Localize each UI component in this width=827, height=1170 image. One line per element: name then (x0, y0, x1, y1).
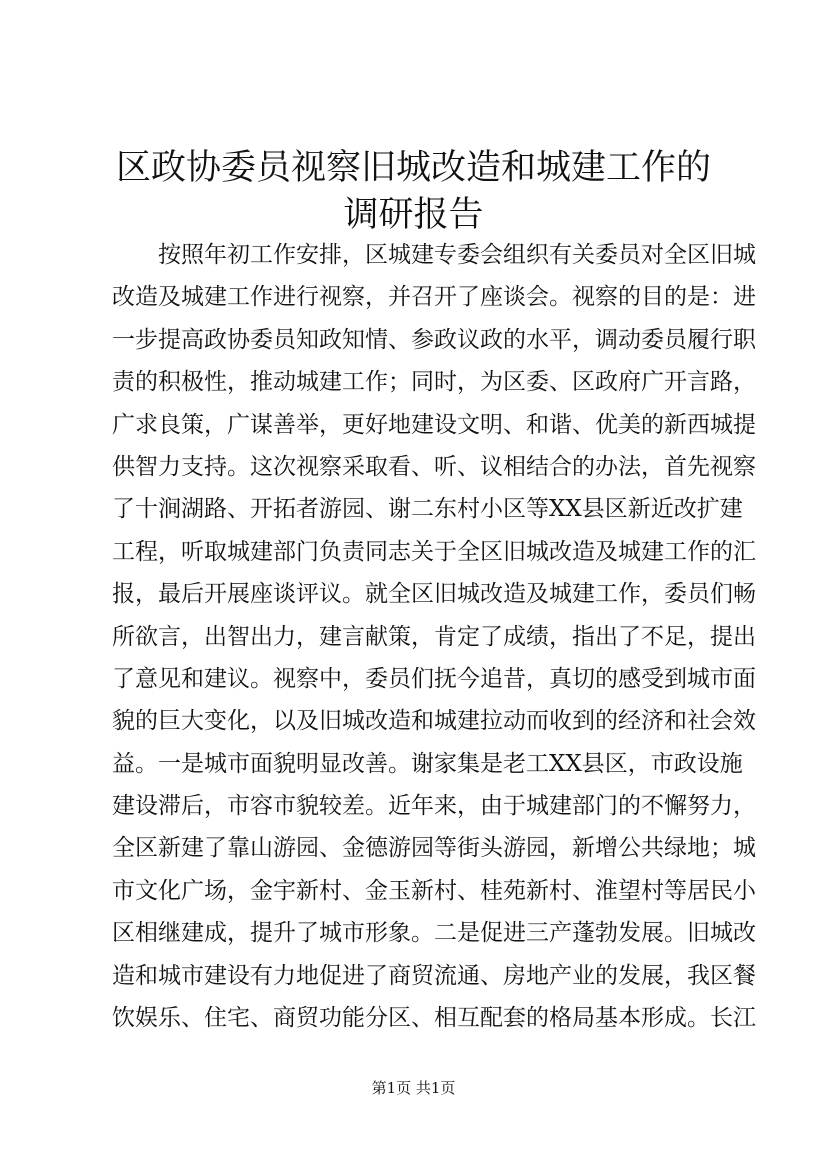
document-title: 区政协委员视察旧城改造和城建工作的调研报告 (115, 148, 711, 235)
body-line: 区相继建成，提升了城市形象。二是促进三产蓬勃发展。旧城改 (112, 920, 756, 947)
body-line: 饮娱乐、住宅、商贸功能分区、相互配套的格局基本形成。长江 (112, 1005, 756, 1032)
body-line: 貌的巨大变化，以及旧城改造和城建拉动而收到的经济和社会效 (112, 708, 756, 735)
body-line: 所欲言，出智出力，建言献策，肯定了成绩，指出了不足，提出 (112, 623, 756, 650)
body-line: 供智力支持。这次视察采取看、听、议相结合的办法，首先视察 (112, 453, 756, 480)
body-line: 了意见和建议。视察中，委员们抚今追昔，真切的感受到城市面 (112, 665, 756, 692)
document-body (112, 234, 756, 1039)
body-line: 了十涧湖路、开拓者游园、谢二东村小区等XX县区新近改扩建 (112, 496, 743, 523)
body-line: 全区新建了靠山游园、金德游园等街头游园，新增公共绿地；城 (112, 835, 756, 862)
body-line: 益。一是城市面貌明显改善。谢家集是老工XX县区，市政设施 (112, 750, 743, 777)
body-line: 改造及城建工作进行视察，并召开了座谈会。视察的目的是：进 (112, 284, 756, 311)
body-line: 广求良策，广谋善举，更好地建设文明、和谐、优美的新西城提 (112, 411, 756, 438)
body-line: 建设滞后，市容市貌较差。近年来，由于城建部门的不懈努力， (112, 793, 756, 820)
body-line: 市文化广场，金宇新村、金玉新村、桂苑新村、淮望村等居民小 (112, 877, 756, 904)
page-number-footer: 第1页 共1页 (371, 1079, 456, 1097)
body-line: 工程，听取城建部门负责同志关于全区旧城改造及城建工作的汇 (112, 538, 756, 565)
body-line: 造和城市建设有力地促进了商贸流通、房地产业的发展，我区餐 (112, 962, 756, 989)
body-line: 一步提高政协委员知政知情、参政议政的水平，调动委员履行职 (112, 326, 756, 353)
body-line: 按照年初工作安排，区城建专委会组织有关委员对全区旧城 (112, 242, 756, 268)
body-line: 报，最后开展座谈评议。就全区旧城改造及城建工作，委员们畅 (112, 581, 756, 608)
body-line: 责的积极性，推动城建工作；同时，为区委、区政府广开言路， (112, 369, 756, 396)
